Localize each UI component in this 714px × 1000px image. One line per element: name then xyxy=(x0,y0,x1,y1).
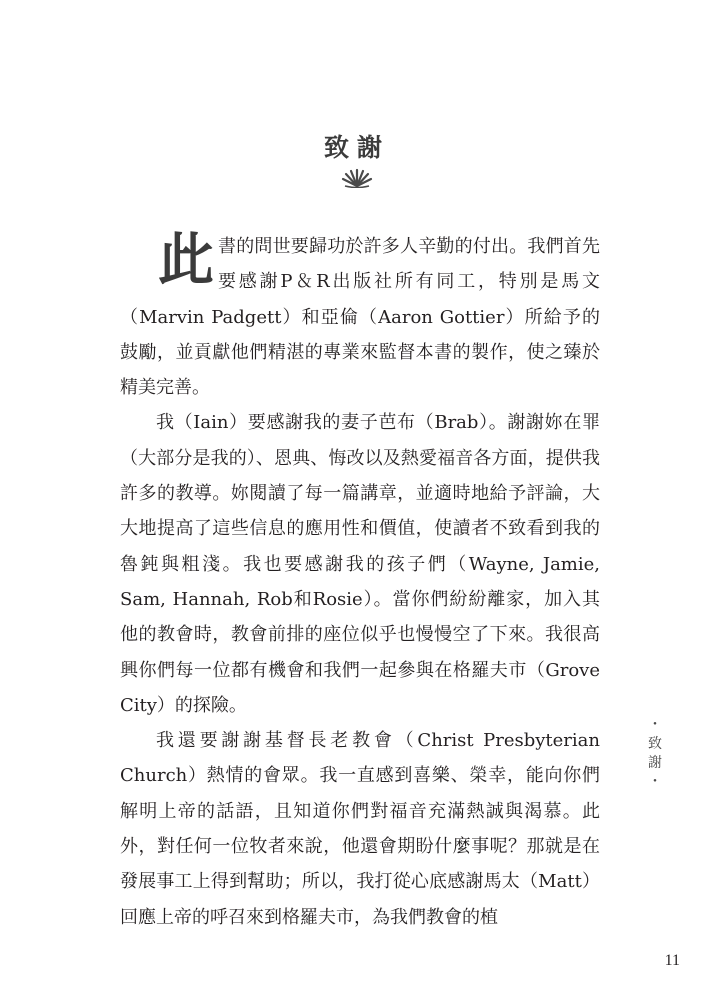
page-number: 11 xyxy=(664,952,680,969)
fan-ornament-icon xyxy=(341,166,373,188)
paragraph-3: 我還要謝謝基督長老教會（Christ Presbyterian Church）熱情的會眾。我一直感到喜樂、榮幸，能向你們解明上帝的話語，且知道你們對福音充滿熱誠與渴慕。此外，對任何一位牧者來說，他還會期盼什麼事呢？那就是在發展事工上得到幫助；所以，我打從心底感謝馬太（Matt）回應上帝的呼召來到格羅夫市，為我們教會的植 xyxy=(120,730,600,928)
running-head-char-1: 致 xyxy=(648,736,662,752)
drop-cap: 此 xyxy=(158,228,214,293)
running-head-dot-top: ・ xyxy=(648,717,662,733)
paragraph-1 xyxy=(120,229,600,405)
running-head xyxy=(645,716,665,792)
chapter-title: 致謝 xyxy=(323,133,390,162)
running-head-dot-bottom: ・ xyxy=(648,774,662,790)
paragraph-2: 我（Iain）要感謝我的妻子芭布（Brab）。謝謝妳在罪（大部分是我的）、恩典、悔改以及熱愛福音各方面，提供我許多的教導。妳閱讀了每一篇講章，並適時地給予評論，大大地提高了這些信息的應用性和價值，使讀者不致看到我的魯鈍與粗淺。我也要感謝我的孩子們（Wayne, Jamie, Sam, Hannah, Rob和Rosie）。當你們紛紛離家，加入其他的教會時，教會前排的座位似乎也慢慢空了下來。我很高興你們每一位都有機會和我們一起參與在格羅夫市（Grove City）的探險。 xyxy=(120,412,600,716)
running-head-char-2: 謝 xyxy=(648,755,662,771)
paragraph-1-text: 書的問世要歸功於許多人辛勤的付出。我們首先要感謝P＆R出版社所有同工，特別是馬文（Marvin Padgett）和亞倫（Aaron Gottier）所給予的鼓勵，並貢獻他們精湛的專業來監督本書的製作，使之臻於精美完善。 xyxy=(120,236,600,399)
body-text xyxy=(120,229,600,935)
